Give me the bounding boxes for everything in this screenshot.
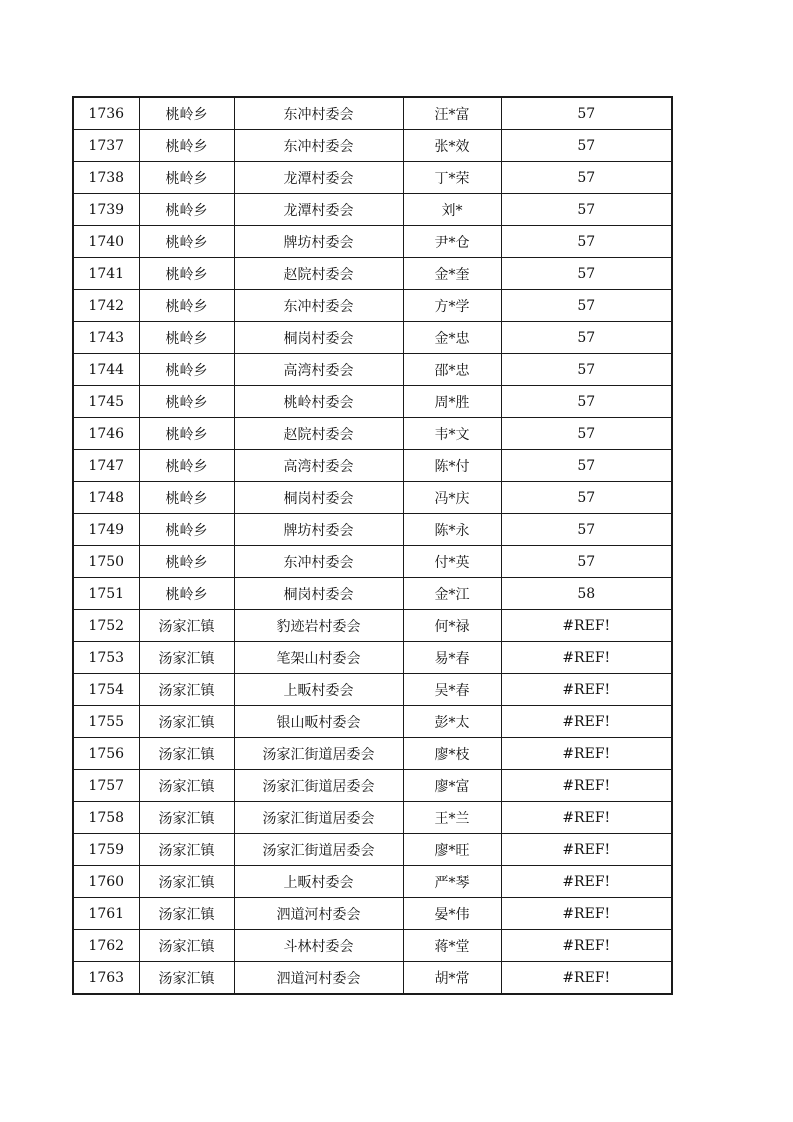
row-number-cell: 1760 xyxy=(73,866,139,898)
value-cell: 57 xyxy=(501,226,672,258)
village-committee-cell: 桐岗村委会 xyxy=(234,322,403,354)
value-cell: #REF! xyxy=(501,610,672,642)
village-committee-cell: 汤家汇街道居委会 xyxy=(234,834,403,866)
person-name-cell: 冯*庆 xyxy=(403,482,501,514)
person-name-cell: 廖*富 xyxy=(403,770,501,802)
village-committee-cell: 东冲村委会 xyxy=(234,290,403,322)
person-name-cell: 胡*常 xyxy=(403,962,501,995)
village-committee-cell: 银山畈村委会 xyxy=(234,706,403,738)
township-cell: 桃岭乡 xyxy=(139,450,234,482)
table-row xyxy=(73,834,672,866)
value-cell: #REF! xyxy=(501,898,672,930)
village-committee-cell: 龙潭村委会 xyxy=(234,162,403,194)
township-cell: 桃岭乡 xyxy=(139,226,234,258)
person-name-cell: 方*学 xyxy=(403,290,501,322)
row-number-cell: 1753 xyxy=(73,642,139,674)
village-committee-cell: 上畈村委会 xyxy=(234,866,403,898)
row-number-cell: 1745 xyxy=(73,386,139,418)
row-number-cell: 1738 xyxy=(73,162,139,194)
value-cell: 57 xyxy=(501,546,672,578)
village-committee-cell: 桐岗村委会 xyxy=(234,482,403,514)
township-cell: 桃岭乡 xyxy=(139,194,234,226)
value-cell: 57 xyxy=(501,386,672,418)
township-cell: 汤家汇镇 xyxy=(139,738,234,770)
row-number-cell: 1747 xyxy=(73,450,139,482)
person-name-cell: 金*奎 xyxy=(403,258,501,290)
value-cell: 57 xyxy=(501,258,672,290)
value-cell: #REF! xyxy=(501,770,672,802)
township-cell: 桃岭乡 xyxy=(139,97,234,130)
row-number-cell: 1739 xyxy=(73,194,139,226)
table-row xyxy=(73,354,672,386)
table-row xyxy=(73,514,672,546)
person-name-cell: 尹*仓 xyxy=(403,226,501,258)
township-cell: 桃岭乡 xyxy=(139,162,234,194)
village-committee-cell: 上畈村委会 xyxy=(234,674,403,706)
person-name-cell: 金*江 xyxy=(403,578,501,610)
value-cell: 57 xyxy=(501,322,672,354)
township-cell: 汤家汇镇 xyxy=(139,642,234,674)
row-number-cell: 1748 xyxy=(73,482,139,514)
row-number-cell: 1752 xyxy=(73,610,139,642)
value-cell: 57 xyxy=(501,354,672,386)
row-number-cell: 1755 xyxy=(73,706,139,738)
table-row xyxy=(73,706,672,738)
row-number-cell: 1736 xyxy=(73,97,139,130)
person-name-cell: 韦*文 xyxy=(403,418,501,450)
person-name-cell: 金*忠 xyxy=(403,322,501,354)
village-committee-cell: 汤家汇街道居委会 xyxy=(234,738,403,770)
value-cell: #REF! xyxy=(501,706,672,738)
township-cell: 桃岭乡 xyxy=(139,130,234,162)
value-cell: #REF! xyxy=(501,802,672,834)
township-cell: 汤家汇镇 xyxy=(139,866,234,898)
table-row xyxy=(73,386,672,418)
table-row xyxy=(73,130,672,162)
person-name-cell: 廖*枝 xyxy=(403,738,501,770)
row-number-cell: 1741 xyxy=(73,258,139,290)
value-cell: 57 xyxy=(501,97,672,130)
table-row xyxy=(73,578,672,610)
table-row xyxy=(73,898,672,930)
row-number-cell: 1757 xyxy=(73,770,139,802)
row-number-cell: 1751 xyxy=(73,578,139,610)
table-row xyxy=(73,162,672,194)
row-number-cell: 1744 xyxy=(73,354,139,386)
township-cell: 桃岭乡 xyxy=(139,290,234,322)
value-cell: 57 xyxy=(501,482,672,514)
row-number-cell: 1761 xyxy=(73,898,139,930)
table-row xyxy=(73,930,672,962)
value-cell: 57 xyxy=(501,194,672,226)
village-committee-cell: 汤家汇街道居委会 xyxy=(234,770,403,802)
township-cell: 桃岭乡 xyxy=(139,578,234,610)
township-cell: 汤家汇镇 xyxy=(139,770,234,802)
value-cell: #REF! xyxy=(501,674,672,706)
township-cell: 汤家汇镇 xyxy=(139,610,234,642)
person-name-cell: 彭*太 xyxy=(403,706,501,738)
person-name-cell: 丁*荣 xyxy=(403,162,501,194)
village-committee-cell: 东冲村委会 xyxy=(234,130,403,162)
person-name-cell: 晏*伟 xyxy=(403,898,501,930)
row-number-cell: 1740 xyxy=(73,226,139,258)
village-committee-cell: 赵院村委会 xyxy=(234,258,403,290)
person-name-cell: 汪*富 xyxy=(403,97,501,130)
village-committee-cell: 高湾村委会 xyxy=(234,450,403,482)
value-cell: #REF! xyxy=(501,930,672,962)
township-cell: 汤家汇镇 xyxy=(139,706,234,738)
village-committee-cell: 龙潭村委会 xyxy=(234,194,403,226)
person-name-cell: 严*琴 xyxy=(403,866,501,898)
person-name-cell: 邵*忠 xyxy=(403,354,501,386)
table-row xyxy=(73,610,672,642)
table-row xyxy=(73,322,672,354)
value-cell: #REF! xyxy=(501,834,672,866)
row-number-cell: 1743 xyxy=(73,322,139,354)
township-cell: 桃岭乡 xyxy=(139,258,234,290)
row-number-cell: 1759 xyxy=(73,834,139,866)
row-number-cell: 1746 xyxy=(73,418,139,450)
village-committee-cell: 桃岭村委会 xyxy=(234,386,403,418)
value-cell: #REF! xyxy=(501,738,672,770)
township-cell: 桃岭乡 xyxy=(139,546,234,578)
row-number-cell: 1758 xyxy=(73,802,139,834)
value-cell: #REF! xyxy=(501,962,672,995)
table-row xyxy=(73,226,672,258)
table-row xyxy=(73,258,672,290)
row-number-cell: 1756 xyxy=(73,738,139,770)
value-cell: 57 xyxy=(501,290,672,322)
table-row xyxy=(73,674,672,706)
person-name-cell: 吴*春 xyxy=(403,674,501,706)
township-cell: 汤家汇镇 xyxy=(139,802,234,834)
document-page xyxy=(72,96,671,995)
village-committee-cell: 笔架山村委会 xyxy=(234,642,403,674)
table-row xyxy=(73,738,672,770)
table-row xyxy=(73,290,672,322)
person-name-cell: 廖*旺 xyxy=(403,834,501,866)
value-cell: 57 xyxy=(501,514,672,546)
village-committee-cell: 汤家汇街道居委会 xyxy=(234,802,403,834)
township-cell: 桃岭乡 xyxy=(139,418,234,450)
village-committee-cell: 牌坊村委会 xyxy=(234,226,403,258)
person-name-cell: 蒋*堂 xyxy=(403,930,501,962)
township-cell: 汤家汇镇 xyxy=(139,834,234,866)
table-row xyxy=(73,770,672,802)
person-name-cell: 付*英 xyxy=(403,546,501,578)
value-cell: #REF! xyxy=(501,866,672,898)
township-cell: 桃岭乡 xyxy=(139,482,234,514)
village-committee-cell: 桐岗村委会 xyxy=(234,578,403,610)
village-committee-cell: 泗道河村委会 xyxy=(234,962,403,995)
table-row xyxy=(73,866,672,898)
table-row xyxy=(73,418,672,450)
person-name-cell: 陈*付 xyxy=(403,450,501,482)
person-name-cell: 刘* xyxy=(403,194,501,226)
person-name-cell: 陈*永 xyxy=(403,514,501,546)
records-table-body xyxy=(73,97,672,994)
table-row xyxy=(73,802,672,834)
table-row xyxy=(73,962,672,995)
table-row xyxy=(73,482,672,514)
row-number-cell: 1750 xyxy=(73,546,139,578)
person-name-cell: 张*效 xyxy=(403,130,501,162)
village-committee-cell: 牌坊村委会 xyxy=(234,514,403,546)
village-committee-cell: 东冲村委会 xyxy=(234,97,403,130)
value-cell: 57 xyxy=(501,162,672,194)
row-number-cell: 1754 xyxy=(73,674,139,706)
records-table xyxy=(72,96,673,995)
village-committee-cell: 斗林村委会 xyxy=(234,930,403,962)
township-cell: 汤家汇镇 xyxy=(139,674,234,706)
township-cell: 桃岭乡 xyxy=(139,354,234,386)
person-name-cell: 易*春 xyxy=(403,642,501,674)
person-name-cell: 何*禄 xyxy=(403,610,501,642)
person-name-cell: 王*兰 xyxy=(403,802,501,834)
township-cell: 桃岭乡 xyxy=(139,322,234,354)
village-committee-cell: 泗道河村委会 xyxy=(234,898,403,930)
row-number-cell: 1742 xyxy=(73,290,139,322)
township-cell: 汤家汇镇 xyxy=(139,930,234,962)
value-cell: 57 xyxy=(501,450,672,482)
value-cell: 58 xyxy=(501,578,672,610)
table-row xyxy=(73,450,672,482)
value-cell: 57 xyxy=(501,130,672,162)
value-cell: #REF! xyxy=(501,642,672,674)
row-number-cell: 1749 xyxy=(73,514,139,546)
village-committee-cell: 高湾村委会 xyxy=(234,354,403,386)
table-row xyxy=(73,642,672,674)
township-cell: 桃岭乡 xyxy=(139,386,234,418)
person-name-cell: 周*胜 xyxy=(403,386,501,418)
township-cell: 汤家汇镇 xyxy=(139,898,234,930)
row-number-cell: 1762 xyxy=(73,930,139,962)
township-cell: 汤家汇镇 xyxy=(139,962,234,995)
table-row xyxy=(73,546,672,578)
table-row xyxy=(73,194,672,226)
row-number-cell: 1737 xyxy=(73,130,139,162)
township-cell: 桃岭乡 xyxy=(139,514,234,546)
row-number-cell: 1763 xyxy=(73,962,139,995)
value-cell: 57 xyxy=(501,418,672,450)
village-committee-cell: 豹迹岩村委会 xyxy=(234,610,403,642)
table-row xyxy=(73,97,672,130)
village-committee-cell: 东冲村委会 xyxy=(234,546,403,578)
village-committee-cell: 赵院村委会 xyxy=(234,418,403,450)
